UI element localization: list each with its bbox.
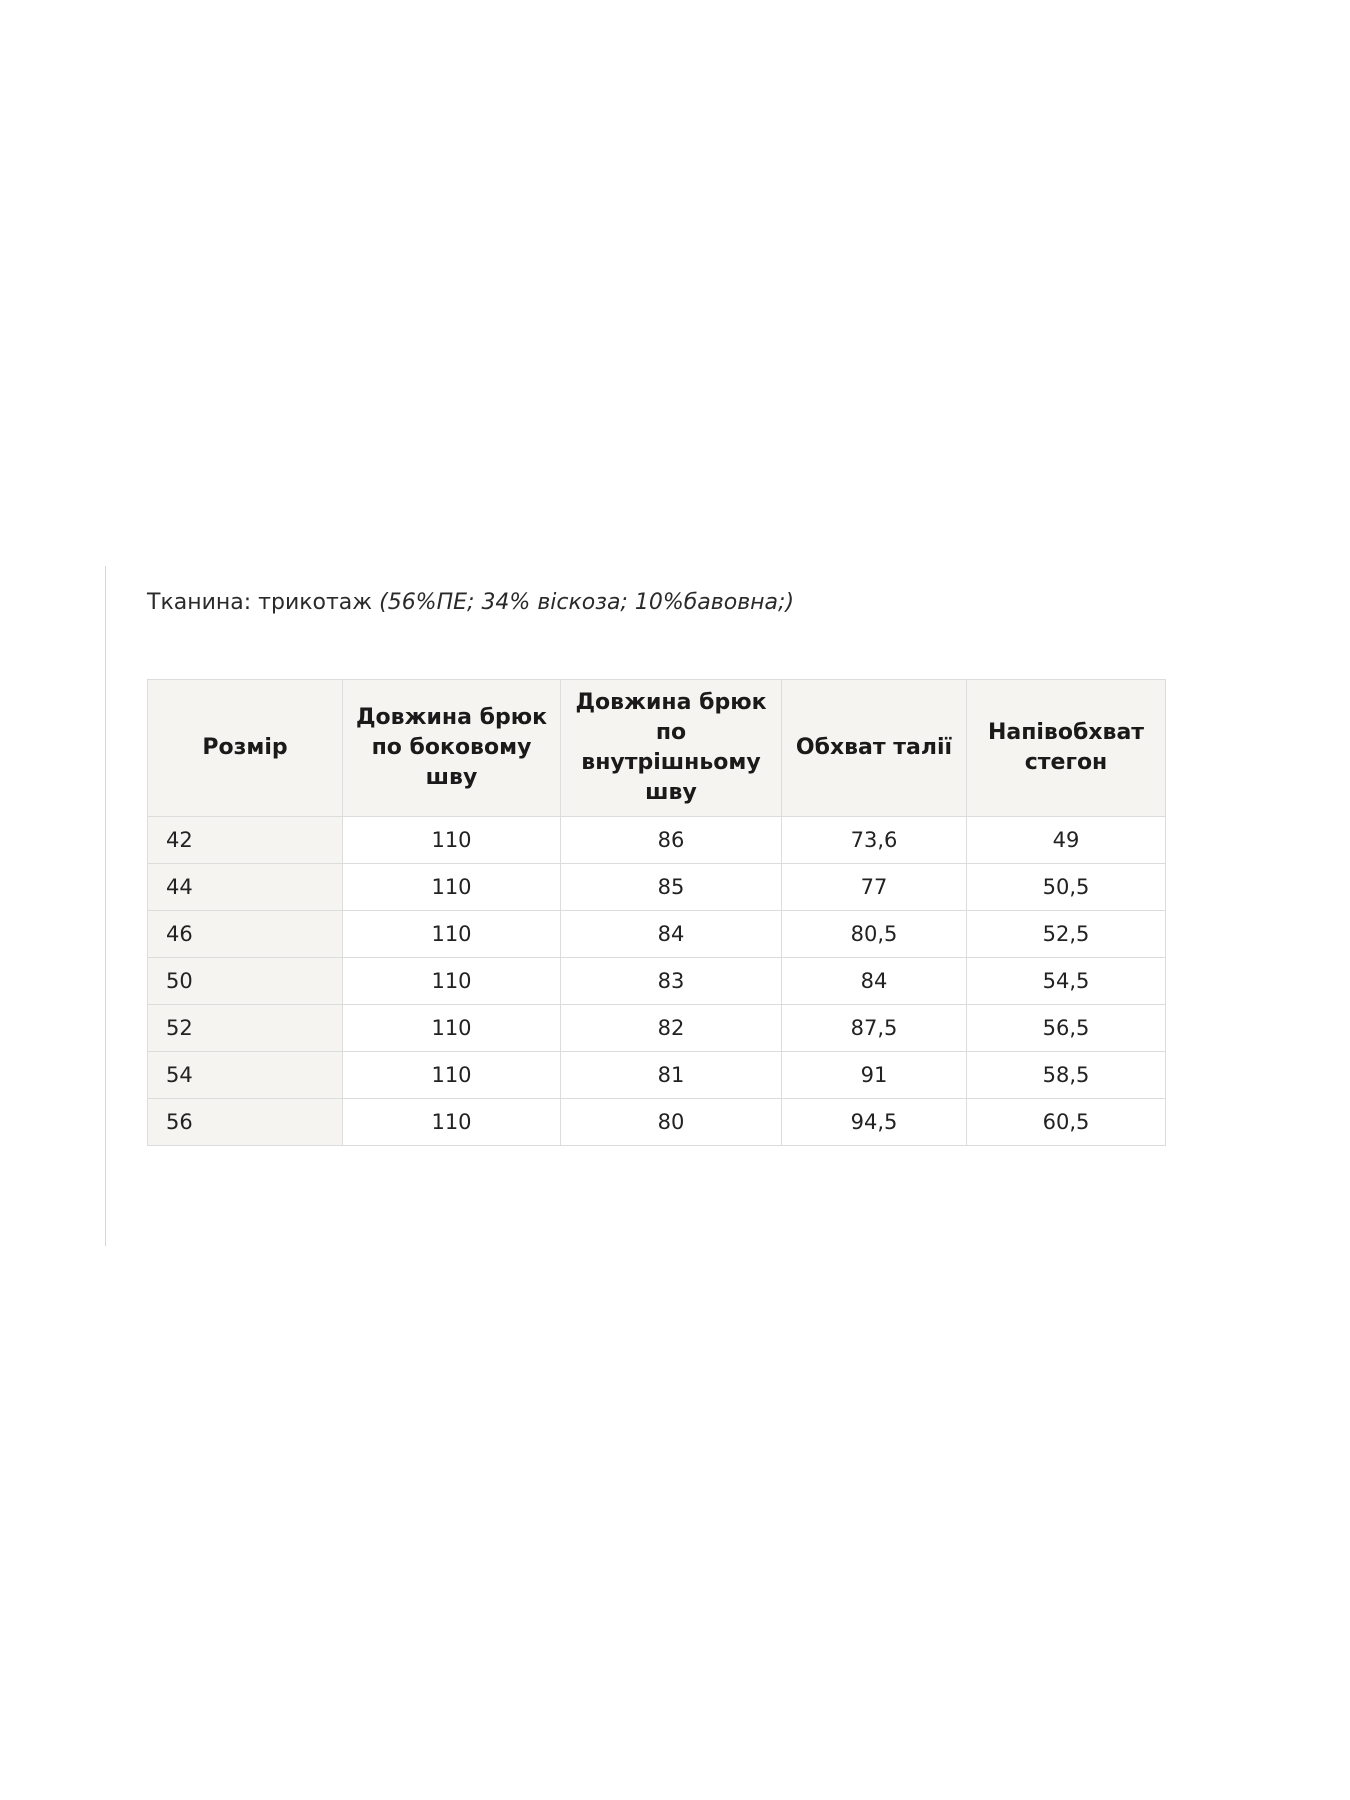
cell-inseam: 81 [561,1052,782,1099]
table-row [148,864,1166,911]
cell-outseam: 110 [343,1005,561,1052]
cell-size: 50 [148,958,343,1005]
cell-size: 42 [148,817,343,864]
cell-waist: 73,6 [782,817,967,864]
table-row [148,817,1166,864]
cell-waist: 77 [782,864,967,911]
cell-size: 52 [148,1005,343,1052]
fabric-composition: (56%ПЕ; 34% віскоза; 10%бавовна;) [379,590,795,615]
cell-hips: 56,5 [967,1005,1166,1052]
cell-hips: 58,5 [967,1052,1166,1099]
cell-waist: 87,5 [782,1005,967,1052]
header-inseam-length: Довжина брюк по внутрішньому шву [561,680,782,817]
cell-hips: 49 [967,817,1166,864]
header-size: Розмір [148,680,343,817]
table-header-row [148,680,1166,817]
cell-inseam: 84 [561,911,782,958]
size-chart-table [147,679,1166,1146]
table-row [148,1005,1166,1052]
cell-size: 46 [148,911,343,958]
cell-hips: 50,5 [967,864,1166,911]
table-row [148,911,1166,958]
cell-outseam: 110 [343,1052,561,1099]
table-row [148,1052,1166,1099]
cell-waist: 84 [782,958,967,1005]
cell-inseam: 82 [561,1005,782,1052]
header-waist: Обхват талії [782,680,967,817]
cell-outseam: 110 [343,911,561,958]
cell-size: 54 [148,1052,343,1099]
cell-outseam: 110 [343,864,561,911]
fabric-label: Тканина: трикотаж [147,590,373,615]
product-description-block [105,566,1226,1246]
table-row [148,958,1166,1005]
cell-inseam: 86 [561,817,782,864]
cell-hips: 54,5 [967,958,1166,1005]
cell-size: 44 [148,864,343,911]
cell-size: 56 [148,1099,343,1146]
fabric-info [147,588,794,618]
table-row [148,1099,1166,1146]
cell-hips: 60,5 [967,1099,1166,1146]
cell-inseam: 80 [561,1099,782,1146]
cell-inseam: 83 [561,958,782,1005]
header-outseam-length: Довжина брюк по боковому шву [343,680,561,817]
cell-waist: 80,5 [782,911,967,958]
cell-outseam: 110 [343,817,561,864]
cell-inseam: 85 [561,864,782,911]
cell-waist: 91 [782,1052,967,1099]
cell-outseam: 110 [343,1099,561,1146]
cell-hips: 52,5 [967,911,1166,958]
cell-waist: 94,5 [782,1099,967,1146]
header-half-hips: Напівобхват стегон [967,680,1166,817]
cell-outseam: 110 [343,958,561,1005]
